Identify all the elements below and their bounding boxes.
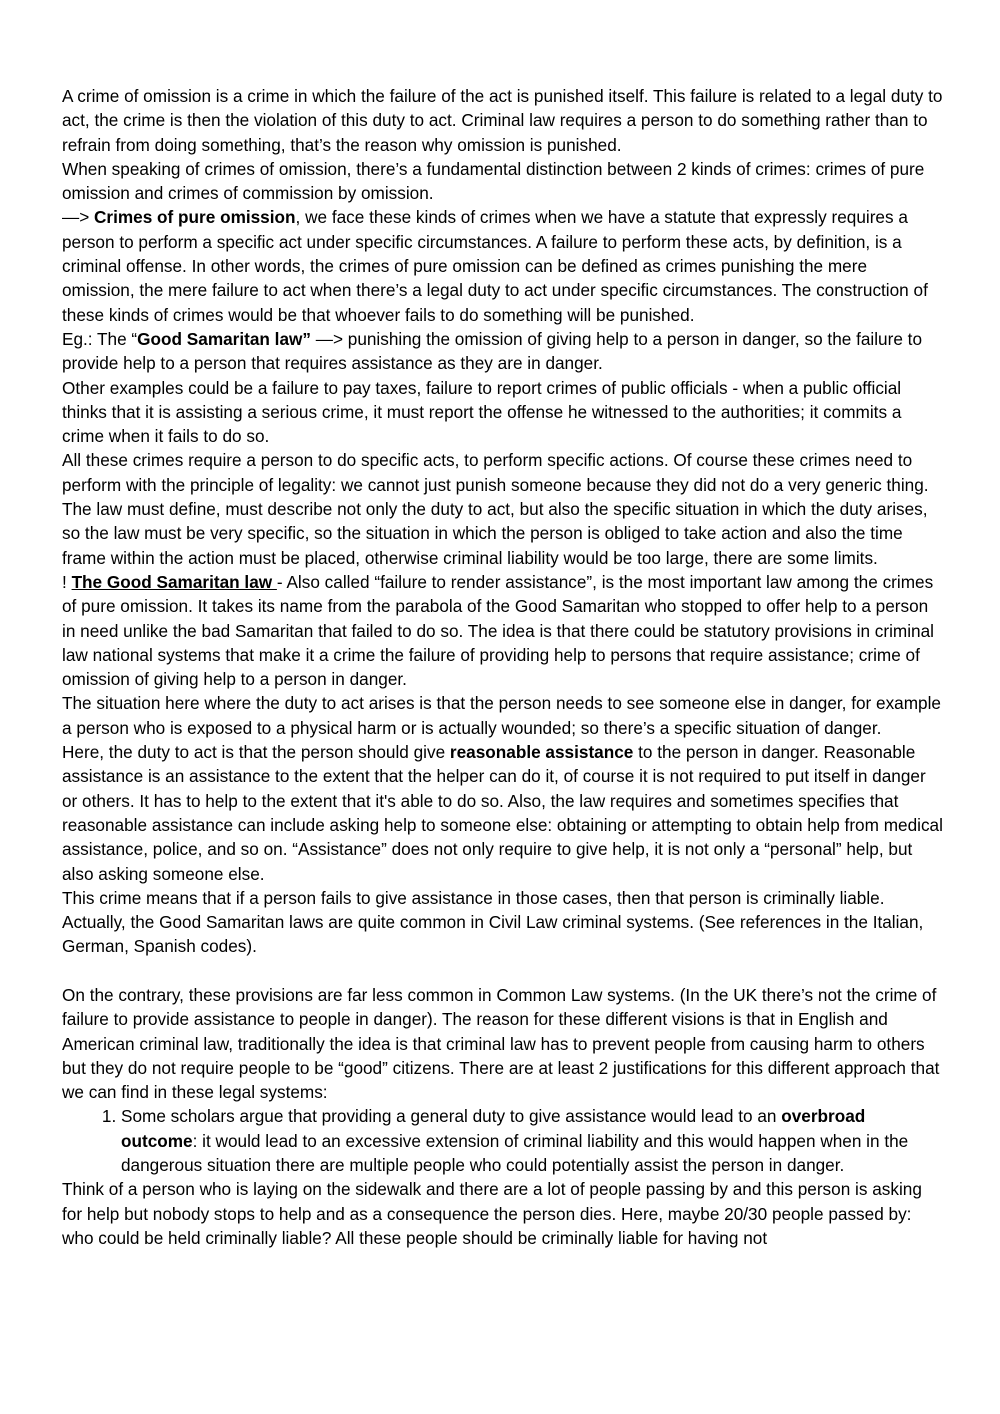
list-item-text: : it would lead to an excessive extension of criminal liability and this would happen when in the dangerous situation there are multiple people who could potentially assist the person in danger. <box>121 1130 909 1176</box>
document-page <box>62 84 944 1250</box>
paragraph-text: Here, the duty to act is that the person should give <box>62 742 450 763</box>
paragraph-situation: The situation here where the duty to act arises is that the person needs to see someone else in danger, for example a person who is exposed to a physical harm or is actually wounded; so there’s a specific situation of danger. <box>62 693 941 738</box>
paragraph-text: , we face these kinds of crimes when we have a statute that expressly requires a person to perform a specific act under specific circumstances. A failure to perform these acts, by definition, is a criminal offense. In other words, the crimes of pure omission can be defined as crimes punishing the mere omission, the mere failure to act when there’s a legal duty to act under specific circumstances. The construction of these kinds of crimes would be that whoever fails to do something will be punished. <box>62 207 928 325</box>
paragraph-definition: A crime of omission is a crime in which the failure of the act is punished itself. This failure is related to a legal duty to act, the crime is then the violation of this duty to act. Criminal law requires a person to do something rather than to refrain from doing something, that’s the reason why omission is punished. <box>62 86 943 155</box>
paragraph-sidewalk-example: Think of a person who is laying on the sidewalk and there are a lot of people passing by and this person is asking for help but nobody stops to help and as a consequence the person dies. Here, maybe 20/30 people passed by: who could be held criminally liable? All these people should be criminally liable for having not <box>62 1179 922 1248</box>
paragraph-reasonable-assistance <box>62 740 944 886</box>
paragraph-good-samaritan-law <box>62 570 944 691</box>
paragraph-example <box>62 327 944 376</box>
paragraph-text: to the person in danger. Reasonable assistance is an assistance to the extent that the helper can do it, of course it is not required to put itself in danger or others. It has to help to the extent that it's able to do so. Also, the law requires and sometimes specifies that reasonable assistance can include asking help to someone else: obtaining or attempting to obtain help from medical assistance, police, and so on. “Assistance” does not only require to give help, it is not only a “personal” help, but also asking someone else. <box>62 742 943 884</box>
paragraph-legality: All these crimes require a person to do specific acts, to perform specific actions. Of course these crimes need to perform with the principle of legality: we cannot just punish someone because they did not do a very generic thing. The law must define, must describe not only the duty to act, but also the specific situation in which the duty arises, so the law must be very specific, so the situation in which the person is obliged to take action and also the time frame within the action must be placed, otherwise criminal liability would be too large, there are some limits. <box>62 450 929 568</box>
bold-term-pure-omission: Crimes of pure omission <box>94 207 296 228</box>
paragraph-common-law: On the contrary, these provisions are far less common in Common Law systems. (In the UK there’s not the crime of failure to provide assistance to people in danger). The reason for these different visions is that in English and American criminal law, traditionally the idea is that criminal law has to prevent people from causing harm to others but they do not require people to be “good” citizens. There are at least 2 justifications for this different approach that we can find in these legal systems: <box>62 984 940 1103</box>
list-item <box>121 1104 944 1177</box>
paragraph-text: —> punishing the omission of giving help to a person in danger, so the failure to provide help to a person that requires assistance as they are in danger. <box>62 328 923 374</box>
example-prefix: Eg.: The “ <box>62 328 138 349</box>
arrow-prefix: —> <box>62 207 94 228</box>
paragraph-text: - Also called “failure to render assistance”, is the most important law among the crimes of pure omission. It takes its name from the parabola of the Good Samaritan who stopped to offer help to a person in need unlike the bad Samaritan that failed to do so. The idea is that there could be statutory provisions in criminal law national systems that make it a crime the failure of providing help to persons that require assistance; crime of omission of giving help to a person in danger. <box>62 571 934 690</box>
paragraph-liability: This crime means that if a person fails to give assistance in those cases, then that person is criminally liable. Actually, the Good Samaritan laws are quite common in Civil Law criminal systems. (See references in the Italian, German, Spanish codes). <box>62 887 924 957</box>
justifications-list <box>62 1104 944 1177</box>
paragraph-pure-omission <box>62 205 944 326</box>
list-item-text: Some scholars argue that providing a general duty to give assistance would lead to an <box>121 1106 782 1127</box>
blank-line <box>62 959 944 983</box>
exclamation-prefix: ! <box>62 571 72 592</box>
paragraph-distinction: When speaking of crimes of omission, there’s a fundamental distinction between 2 kinds of crimes: crimes of pure omission and crimes of commission by omission. <box>62 158 925 204</box>
bold-term-reasonable-assistance: reasonable assistance <box>449 742 634 763</box>
bold-term-overbroad-outcome: overbroad outcome <box>121 1106 866 1151</box>
heading-good-samaritan-law: The Good Samaritan law <box>71 571 277 592</box>
paragraph-other-examples: Other examples could be a failure to pay taxes, failure to report crimes of public officials - when a public official thinks that it is assisting a serious crime, it must report the offense he witnessed to the authorities; it commits a crime when it fails to do so. <box>62 377 902 447</box>
bold-term-good-samaritan: Good Samaritan law” <box>137 328 311 349</box>
